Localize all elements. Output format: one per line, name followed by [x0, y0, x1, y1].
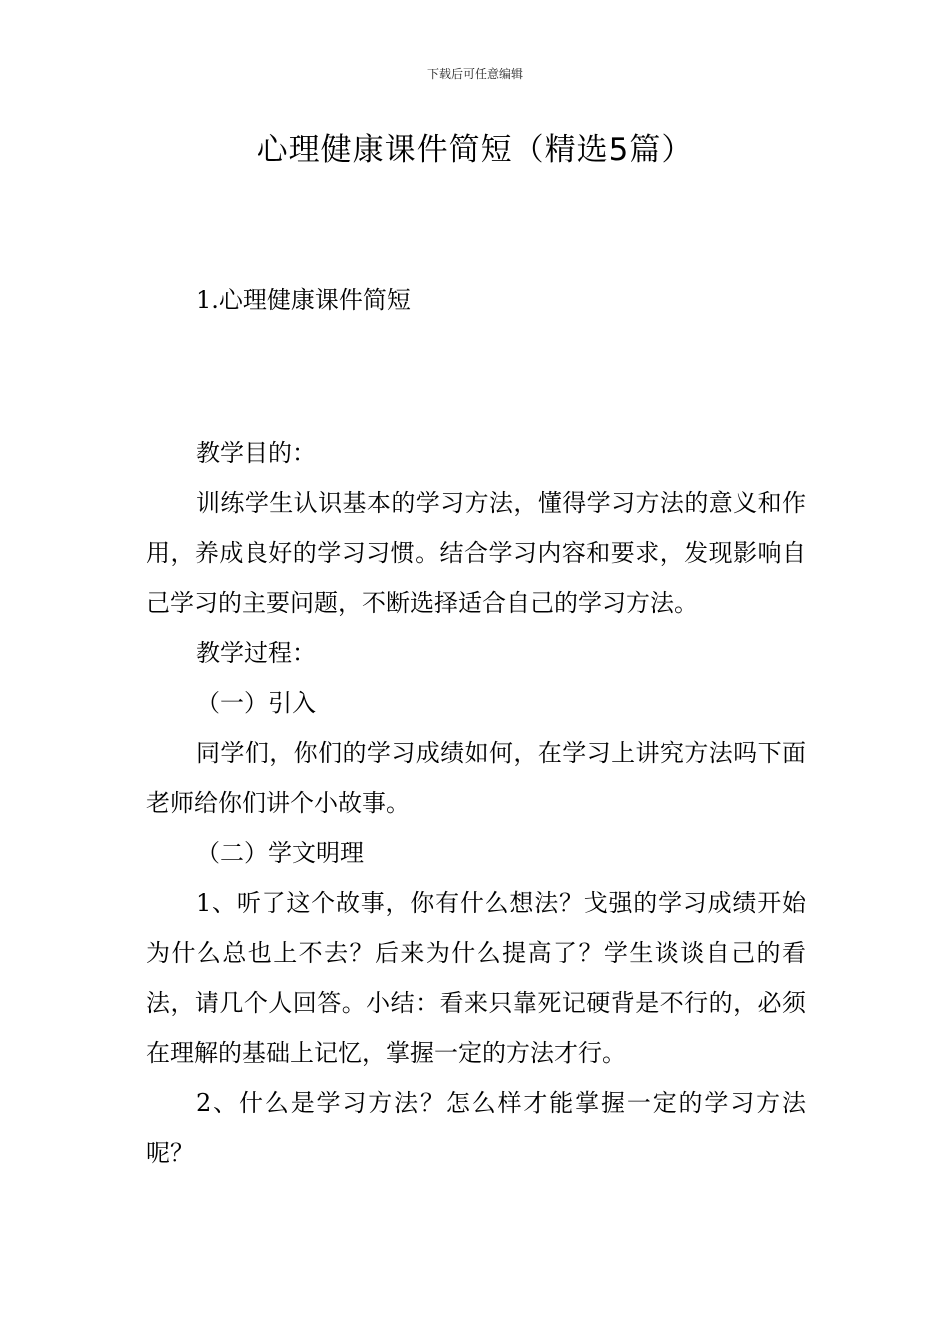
paragraph-teaching-goal: 训练学生认识基本的学习方法，懂得学习方法的意义和作用，养成良好的学习习惯。结合学习内容和要求，发现影响自己学习的主要问题，不断选择适合自己的学习方法。: [146, 489, 806, 617]
document-body: [146, 428, 806, 1178]
paragraph-part-two-heading: （二）学文明理: [196, 839, 364, 867]
paragraph-item-one: 1、听了这个故事，你有什么想法？戈强的学习成绩开始为什么总也上不去？后来为什么提高了？学生谈谈自己的看法，请几个人回答。小结：看来只靠死记硬背是不行的，必须在理解的基础上记忆，掌握一定的方法才行。: [146, 889, 806, 1067]
paragraph-introduction: 同学们，你们的学习成绩如何，在学习上讲究方法吗下面老师给你们讲个小故事。: [146, 739, 806, 817]
paragraph-teaching-process-heading: 教学过程：: [196, 639, 316, 667]
section-heading: 1.心理健康课件简短: [196, 286, 411, 314]
document-title: 心理健康课件简短（精选5篇）: [256, 132, 694, 168]
paragraph-teaching-goal-heading: 教学目的：: [196, 439, 316, 467]
paragraph-item-two: 2、什么是学习方法？怎么样才能掌握一定的学习方法呢？: [146, 1089, 806, 1167]
paragraph-part-one-heading: （一）引入: [196, 689, 316, 717]
header-note: 下载后可任意编辑: [426, 67, 523, 81]
